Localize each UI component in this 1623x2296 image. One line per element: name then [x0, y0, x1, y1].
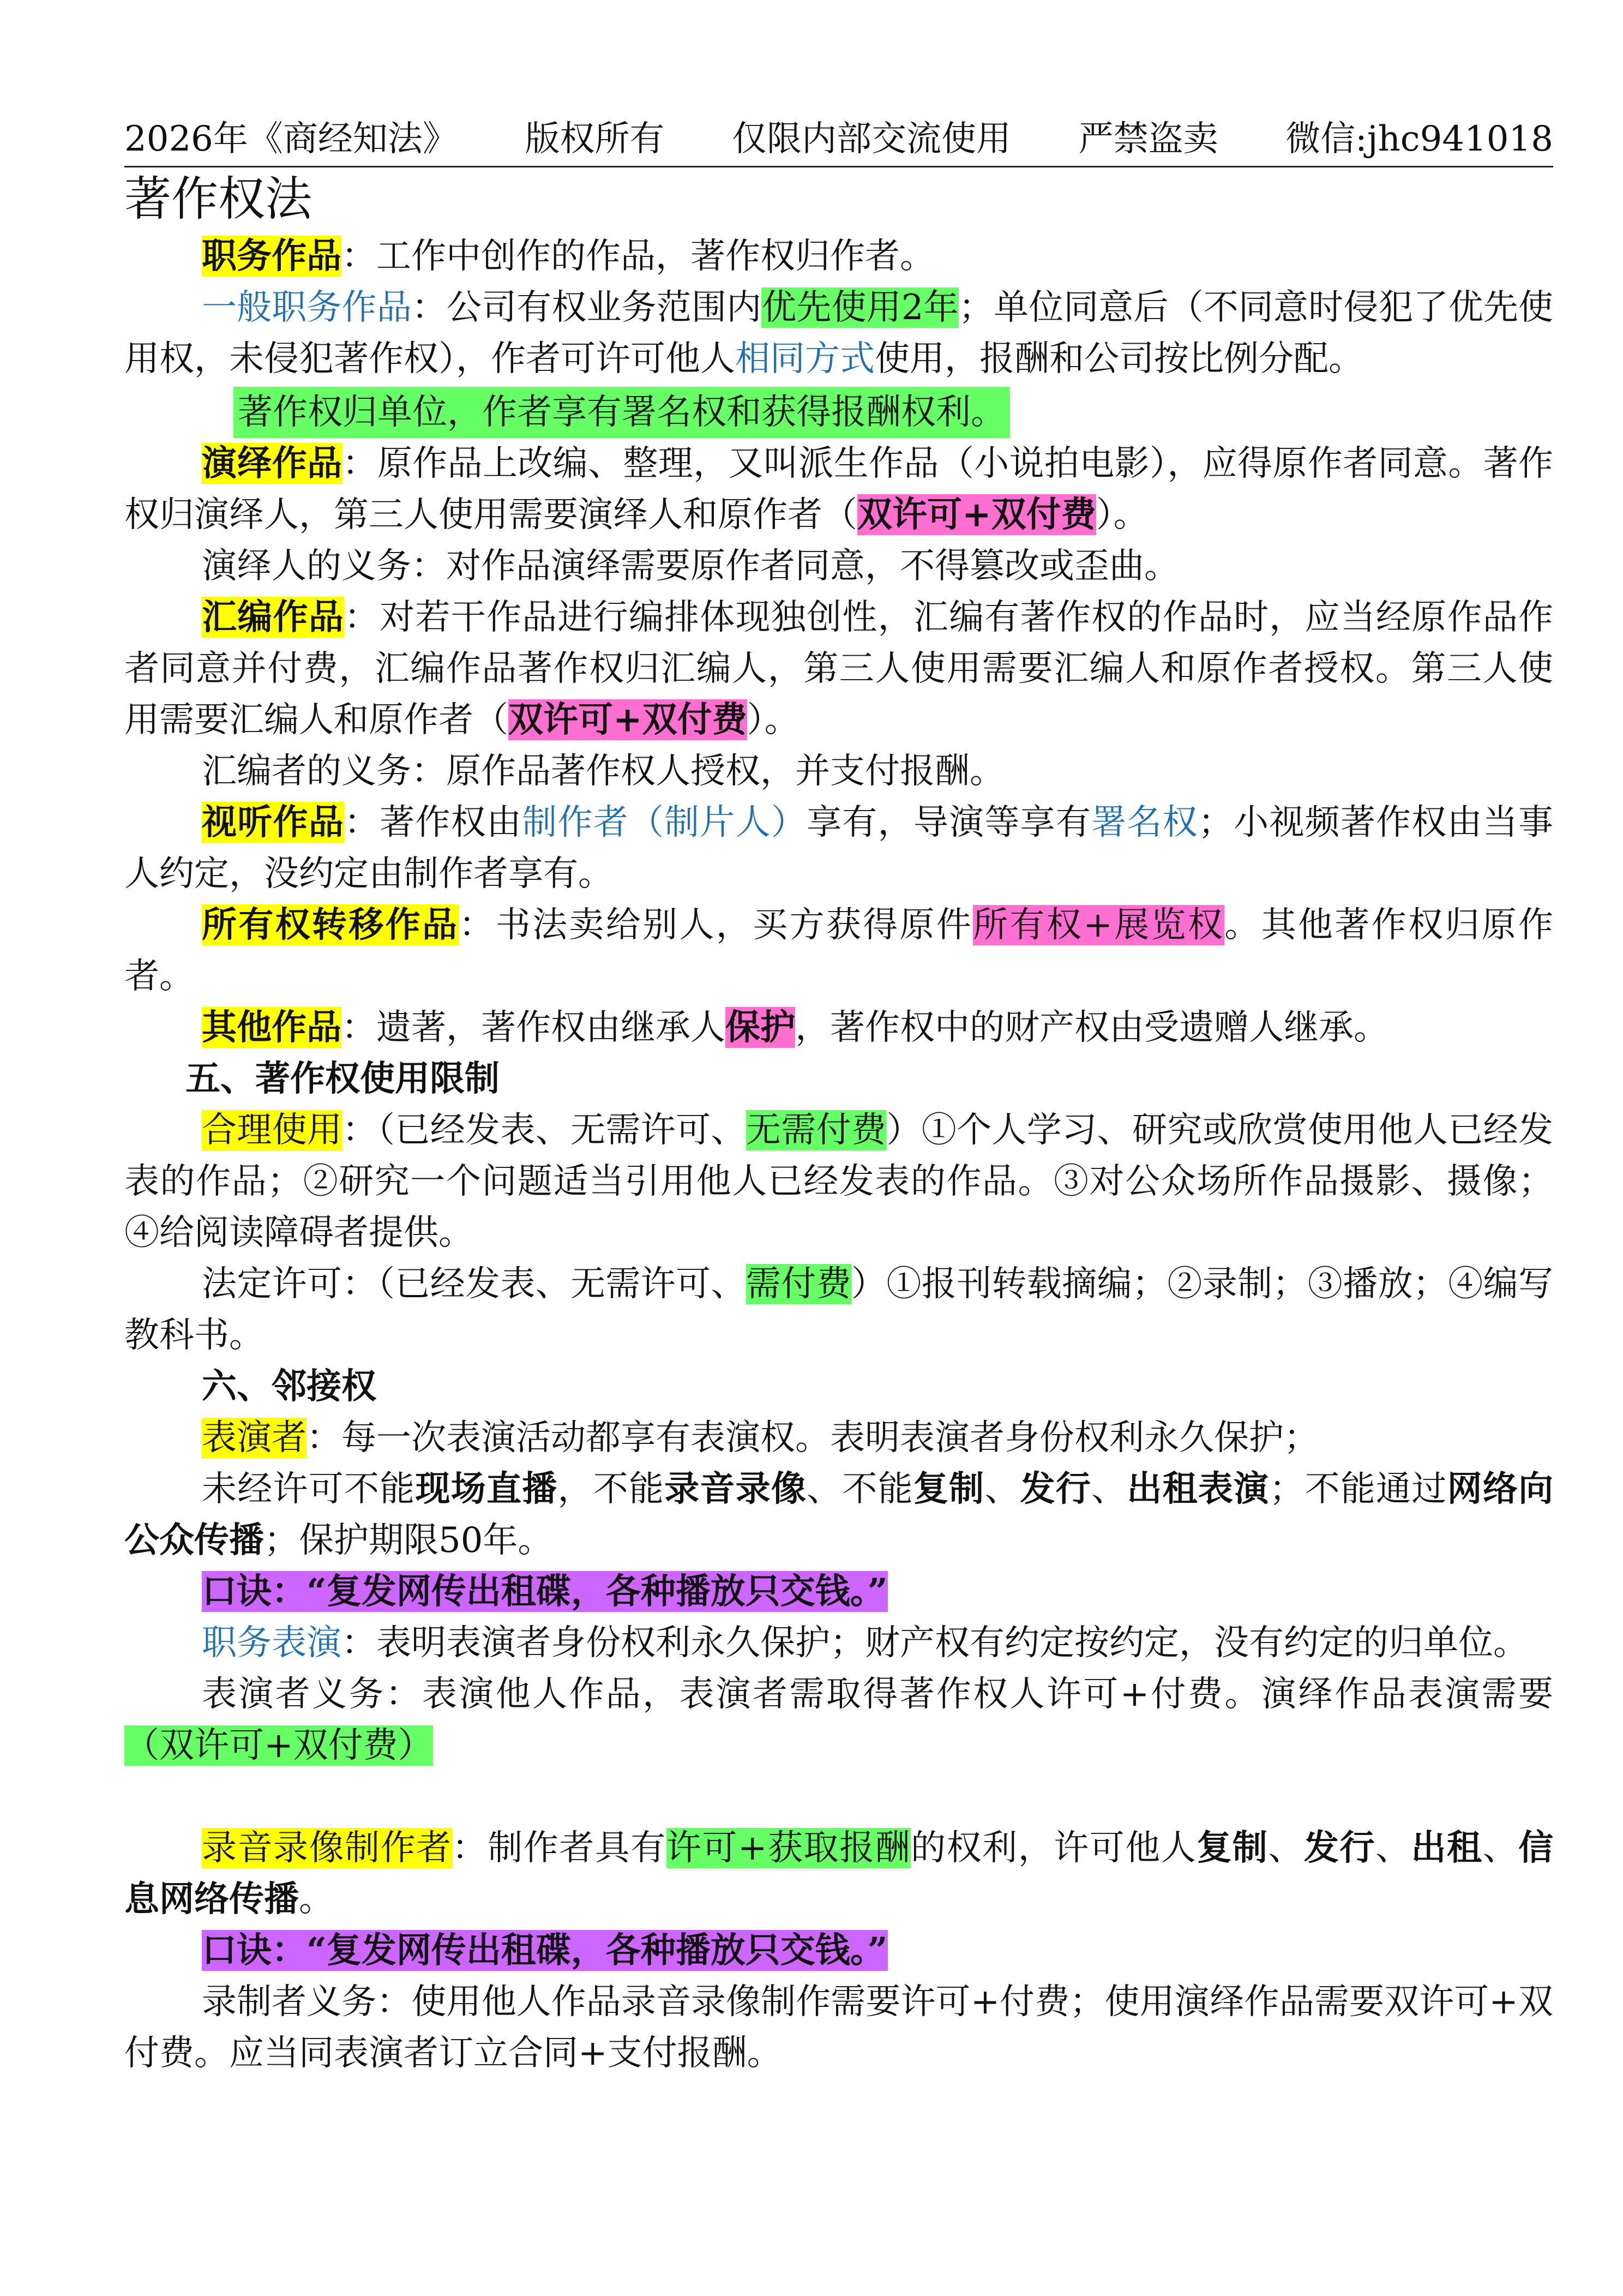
header-internal: 仅限内部交流使用	[732, 119, 1012, 159]
label-compilation: 汇编作品	[202, 597, 344, 638]
paragraph-fair-use: 合理使用：（已经发表、无需许可、无需付费）①个人学习、研究或欣赏使用他人已经发表的作品；②研究一个问题适当引用他人已经发表的作品。③对公众场所作品摄影、摄像；④给阅读障碍者提供。	[124, 1110, 1554, 1253]
highlight-mnemonic: 口诀：“复发网传出租碟，各种播放只交钱。”	[202, 1571, 888, 1612]
document-page	[124, 115, 1553, 2079]
blue-same-way: 相同方式	[735, 339, 875, 379]
section-heading-5: 五、著作权使用限制	[185, 1058, 500, 1099]
page-title: 著作权法	[124, 172, 312, 226]
label-employment-performance: 职务表演	[202, 1623, 341, 1663]
paragraph-performer-rights: 未经许可不能现场直播，不能录音录像、不能复制、发行、出租表演；不能通过网络向公众传播；保护期限50年。	[124, 1468, 1554, 1561]
highlight-fee-required: 需付费	[746, 1264, 852, 1304]
highlight-priority-use: 优先使用2年	[761, 287, 959, 328]
highlight-compilation-dual: 双许可+双付费	[508, 699, 747, 740]
highlight-ownership-exhibition: 所有权+展览权	[973, 905, 1225, 945]
label-ownership-transfer: 所有权转移作品	[202, 904, 459, 945]
paragraph-mnemonic	[124, 1566, 1553, 1617]
paragraph-employment-performance: 职务表演：表明表演者身份权利永久保护；财产权有约定按约定，没有约定的归单位。	[202, 1623, 1528, 1663]
label-general-work: 一般职务作品	[202, 287, 412, 328]
header-no-sale: 严禁盗卖	[1078, 119, 1218, 159]
header-title: 2026年《商经知法》	[124, 119, 458, 159]
label-fair-use: 合理使用	[202, 1110, 342, 1150]
section-heading-6: 六、邻接权	[202, 1366, 376, 1407]
label-audiovisual: 视听作品	[202, 802, 344, 843]
paragraph-compilation-duty: 汇编者的义务：原作品著作权人授权，并支付报酬。	[202, 751, 1005, 792]
paragraph-derivative-duty: 演绎人的义务：对作品演绎需要原作者同意，不得篡改或歪曲。	[202, 546, 1179, 586]
paragraph-statutory-license: 法定许可：（已经发表、无需许可、需付费）①报刊转载摘编；②录制；③播放；④编写教科书。	[124, 1264, 1554, 1356]
highlight-mnemonic-2: 口诀：“复发网传出租碟，各种播放只交钱。”	[202, 1930, 888, 1971]
page-header	[124, 115, 1553, 167]
paragraph-audiovisual: 视听作品：著作权由制作者（制片人）享有，导演等享有署名权；小视频著作权由当事人约定，没约定由制作者享有。	[124, 802, 1554, 894]
blank-line	[124, 1771, 1553, 1823]
label-recorder: 录音录像制作者	[202, 1828, 452, 1868]
highlight-no-fee: 无需付费	[746, 1110, 887, 1150]
paragraph-performer: 表演者：每一次表演活动都享有表演权。表明表演者身份权利永久保护；	[202, 1418, 1319, 1458]
paragraph-performer-duty: 表演者义务：表演他人作品，表演者需取得著作权人许可+付费。演绎作品表演需要（双许可+双付费）	[124, 1674, 1553, 1766]
paragraph-other-work: 其他作品：遗著，著作权由继承人保护，著作权中的财产权由受遗赠人继承。	[202, 1007, 1388, 1048]
paragraph-mnemonic-2	[124, 1925, 1553, 1976]
paragraph-ownership-transfer: 所有权转移作品：书法卖给别人，买方获得原件所有权+展览权。其他著作权归原作者。	[124, 904, 1553, 997]
paragraph-compilation: 汇编作品：对若干作品进行编排体现独创性，汇编有著作权的作品时，应当经原作品作者同意并付费，汇编作品著作权归汇编人，第三人使用需要汇编人和原作者授权。第三人使用需要汇编人和原作者（双许可+双付费）。	[124, 597, 1554, 740]
paragraph-general-work: 一般职务作品：公司有权业务范围内优先使用2年；单位同意后（不同意时侵犯了优先使用权，未侵犯著作权），作者可许可他人相同方式使用，报酬和公司按比例分配。	[124, 287, 1554, 379]
paragraph-recorder-duty: 录制者义务：使用他人作品录音录像制作需要许可+付费；使用演绎作品需要双许可+双付费。应当同表演者订立合同+支付报酬。	[124, 1982, 1553, 2073]
paragraph-derivative: 演绎作品：原作品上改编、整理，又叫派生作品（小说拍电影），应得原作者同意。著作权归演绎人，第三人使用需要演绎人和原作者（双许可+双付费）。	[124, 443, 1554, 535]
highlight-protection: 保护	[725, 1007, 795, 1048]
paragraph-work-employment: 职务作品：工作中创作的作品，著作权归作者。	[202, 236, 935, 277]
label-derivative: 演绎作品	[202, 443, 342, 484]
blue-signature-right: 署名权	[1091, 802, 1198, 843]
header-wechat: 微信:jhc941018	[1285, 119, 1553, 159]
header-copyright: 版权所有	[525, 119, 665, 159]
highlight-license-remuneration: 许可+获取报酬	[666, 1828, 911, 1868]
label-performer: 表演者	[202, 1418, 306, 1458]
highlight-performer-dual: （双许可+双付费）	[124, 1725, 433, 1766]
blue-producer: 制作者（制片人）	[522, 802, 807, 843]
label-work-employment: 职务作品	[202, 236, 341, 277]
highlight-special-work: 著作权归单位，作者享有署名权和获得报酬权利。	[233, 387, 1010, 438]
label-other-work: 其他作品	[202, 1007, 341, 1048]
highlight-derivative-dual: 双许可+双付费	[857, 494, 1096, 535]
paragraph-special-work	[124, 387, 1553, 438]
paragraph-recorder: 录音录像制作者：制作者具有许可+获取报酬的权利，许可他人复制、发行、出租、信息网络传播。	[124, 1827, 1554, 1920]
